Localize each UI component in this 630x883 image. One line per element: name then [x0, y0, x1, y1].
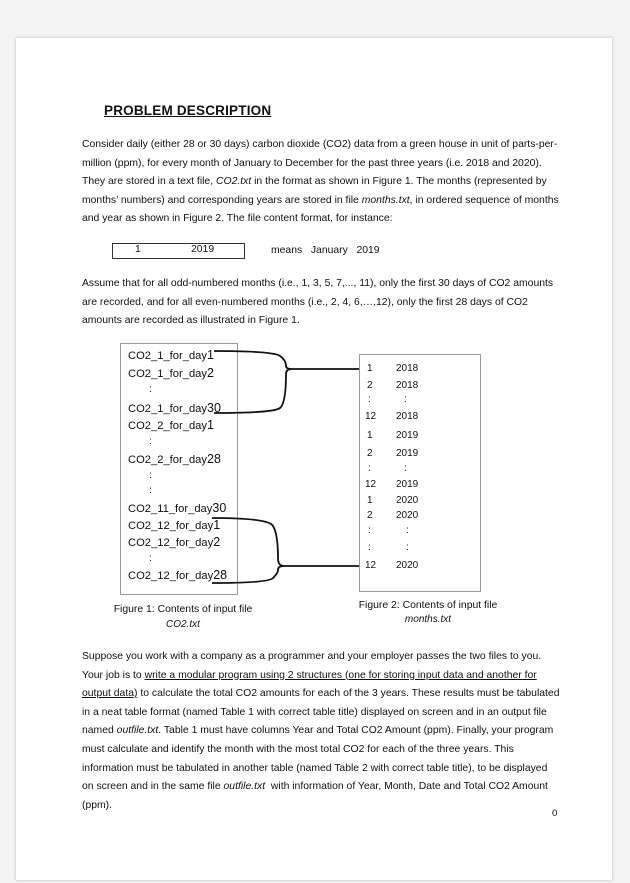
year-cell: 2018 — [396, 363, 419, 374]
co2-line: CO2_12_for_day1 — [128, 518, 221, 532]
brace-month12-to-row — [212, 518, 359, 583]
year-cell: : — [404, 394, 407, 405]
month-cell: 1 — [367, 495, 373, 506]
page-heading: PROBLEM DESCRIPTION — [104, 103, 272, 118]
format-year: 2019 — [191, 244, 215, 255]
ellipsis-dots: : — [149, 435, 152, 447]
ellipsis-dots: : — [149, 469, 152, 481]
month-cell: 12 — [365, 411, 377, 422]
task-text-4: with information of Year, Month, Date and Total CO2 Amount (ppm). — [82, 781, 551, 811]
month-cell: 12 — [365, 560, 377, 571]
co2-line: CO2_2_for_day1 — [128, 418, 214, 432]
task-underlined-requirement: write a modular program using 2 structures (one for storing input data and another for output data) — [82, 669, 537, 700]
format-month: 1 — [135, 244, 141, 255]
figure2-caption — [348, 600, 508, 625]
year-cell: 2018 — [396, 380, 419, 391]
figure1-caption — [108, 604, 258, 630]
month-cell: 2 — [367, 380, 373, 391]
year-cell: 2020 — [396, 495, 419, 506]
figure2-caption-text: Figure 2: Contents of input file — [358, 600, 498, 611]
month-cell: 1 — [367, 430, 373, 441]
year-cell: : — [404, 463, 407, 474]
brace-month1-to-row — [214, 351, 359, 413]
co2-line: CO2_12_for_day28 — [128, 568, 228, 582]
co2-line: CO2_1_for_day30 — [128, 401, 221, 415]
document-page — [16, 38, 612, 880]
year-cell: 2019 — [396, 448, 419, 459]
co2-line: CO2_1_for_day1 — [128, 348, 214, 362]
month-cell: : — [368, 463, 371, 474]
intro-text-3: , in ordered sequence of months and year as shown in Figure 2. The file content format, for instance: — [82, 194, 559, 225]
assumption-paragraph: Assume that for all odd-numbered months (i.e., 1, 3, 5, 7,..., 11), only the first 30 days of CO2 amounts are recorded, and for all even-numbered months (i.e., 2, 4, 6,…,12), only the first 28 days of CO2 amounts are recorded as illustrated in Figure 1. — [82, 278, 554, 327]
ellipsis-dots: : — [149, 383, 152, 395]
month-cell: 2 — [367, 510, 373, 521]
month-cell: : — [368, 525, 371, 536]
task-text-1: Suppose you work with a company as a programmer and your employer passes the two files to you. Your job is to — [82, 651, 542, 681]
figure2-caption-file: months.txt — [404, 614, 452, 625]
intro-text-1: Consider daily (either 28 or 30 days) carbon dioxide (CO2) data from a green house in unit of parts-per-million (ppm), for every month of January to December for the past three years (i.e. 2018 and 2020). They are stored in a text file, — [82, 139, 558, 188]
year-cell: 2018 — [396, 411, 419, 422]
year-cell: 2020 — [396, 560, 419, 571]
page-number: 0 — [552, 808, 558, 819]
format-meaning: means January 2019 — [271, 245, 380, 256]
co2-line: CO2_1_for_day2 — [128, 366, 214, 380]
outfile-filename: outfile.txt — [223, 781, 266, 793]
task-paragraph — [82, 648, 560, 815]
ellipsis-dots: : — [149, 484, 152, 496]
ellipsis-dots: : — [149, 552, 152, 564]
co2-line: CO2_11_for_day30 — [128, 501, 227, 515]
month-cell: : — [368, 394, 371, 405]
month-cell: 2 — [367, 448, 373, 459]
month-cell: 12 — [365, 479, 377, 490]
outfile-filename: outfile.txt — [116, 725, 159, 737]
figure1-caption-text: Figure 1: Contents of input file — [113, 604, 253, 615]
year-cell: 2019 — [396, 479, 419, 490]
month-cell: 1 — [367, 363, 373, 374]
task-text-2: to calculate the total CO2 amounts for each of the 3 years. These results must be tabulated in a neat table format (named Table 1 with correct table title) displayed on screen and in an output file named — [82, 688, 560, 737]
year-cell: 2019 — [396, 430, 419, 441]
task-text-3: . Table 1 must have columns Year and Total CO2 Amount (ppm). Finally, your program must calculate and identify the month with the most total CO2 for each of the three years. This information must be tabulated in another table (named Table 2 with correct table title), to be displayed on screen and in the same file — [82, 725, 554, 793]
month-cell: : — [368, 542, 371, 553]
year-cell: : — [406, 525, 409, 536]
year-cell: : — [406, 542, 409, 553]
year-cell: 2020 — [396, 510, 419, 521]
co2-line: CO2_2_for_day28 — [128, 452, 221, 466]
intro-text-2: in the format as shown in Figure 1. The months (represented by months’ numbers) and corresponding years are stored in file — [82, 176, 547, 206]
co2-filename: CO2.txt — [216, 176, 252, 188]
figure1-caption-file: CO2.txt — [166, 619, 200, 630]
months-filename: months.txt — [361, 194, 410, 206]
co2-line: CO2_12_for_day2 — [128, 535, 221, 549]
